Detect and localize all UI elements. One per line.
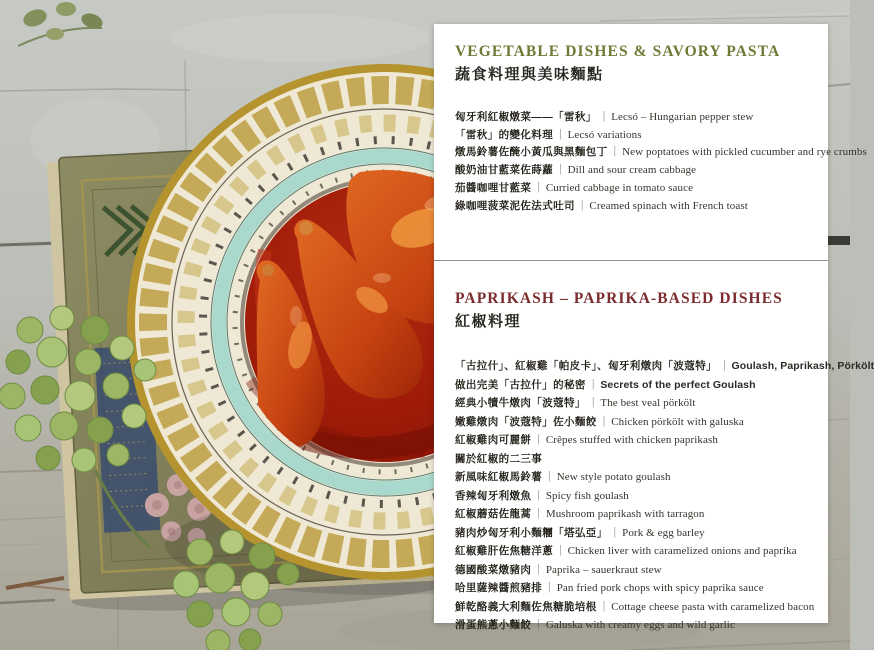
separator-bar: ｜ [544,471,555,483]
dish-name-zh: 茄醬咖哩甘藍菜 [455,181,532,194]
section-title-paprikash: PAPRIKASH – PAPRIKA-BASED DISHES [455,290,783,307]
menu-item [455,579,810,598]
separator-bar: ｜ [555,545,566,557]
menu-item [455,542,810,561]
menu-section-paprikash [434,290,874,635]
dish-name-zh: 哈里薩辣醬煎豬排 [455,582,543,594]
separator-bar: ｜ [587,397,599,409]
menu-panel [434,24,874,631]
dish-name-zh: 紅椒雞肉可麗餅 [455,434,532,446]
dish-name-en: Mushroom paprikash with tarragon [545,508,705,520]
separator-bar: ｜ [555,164,566,177]
menu-item [455,561,810,580]
separator-bar: ｜ [598,600,610,613]
menu-item [455,144,867,162]
menu-items-paprikash [455,357,874,635]
menu-item [455,616,810,635]
separator-bar: ｜ [609,526,621,539]
dish-name-zh: 「古拉什」、紅椒雞「帕皮卡」、匈牙利燉肉「波蔻特」 [455,360,717,372]
dish-name-en: The best veal pörkölt [600,397,696,409]
dish-name-en: Chicken pörkölt with galuska [611,415,744,428]
dish-name-en: New style potato goulash [556,471,671,483]
section-title-vegetable: VEGETABLE DISHES & SAVORY PASTA [455,43,781,60]
dish-name-zh: 鮮乾酪義大利麵佐焦糖脆培根 [455,600,597,613]
section-subtitle-paprikash-zh: 紅椒料理 [455,313,522,330]
dish-name-zh: 滑蛋熊蔥小麵餃 [455,619,532,631]
dish-name-en: Cottage cheese pasta with caramelized bacon [611,600,815,613]
dish-name-zh: 做出完美「古拉什」的秘密 [455,378,586,391]
dish-name-zh: 新風味紅椒馬鈴薯 [455,471,543,483]
menu-item [455,598,815,617]
dish-name-en: Lecsó – Hungarian pepper stew [611,111,754,123]
menu-item [455,180,810,198]
menu-item [455,431,810,450]
separator-bar: ｜ [533,563,544,576]
dish-name-zh: 「雷秋」的變化料理 [455,128,554,141]
separator-bar: ｜ [576,199,588,212]
separator-bar: ｜ [719,360,730,372]
dish-name-zh: 紅椒蘑菇佐龍蒿 [455,508,532,520]
menu-item [455,357,874,376]
dish-name-zh: 燉馬鈴薯佐醃小黃瓜與黑麵包丁 [455,146,608,159]
dish-name-zh: 嫩雞燉肉「波蔻特」佐小麵餃 [455,415,597,428]
menu-item [455,162,810,180]
dish-name-en: Curried cabbage in tomato sauce [545,181,694,194]
dish-name-en: Paprika – sauerkraut stew [545,563,662,576]
dish-name-zh: 關於紅椒的二三事 [455,452,543,465]
dish-name-en: New poptatoes with pickled cucumber and rye crumbs [622,146,867,159]
dish-name-zh: 經典小犢牛燉肉「波蔻特」 [455,397,586,409]
separator-bar: ｜ [609,146,621,159]
menu-item [455,109,810,127]
dish-name-zh: 香辣匈牙利燉魚 [455,489,532,502]
menu-item [455,468,810,487]
menu-item [455,198,810,216]
dish-name-en: Goulash, Paprikash, Pörkölt [731,360,874,372]
dish-name-en: Chicken liver with caramelized onions and paprika [567,545,797,557]
separator-bar: ｜ [555,128,566,141]
dish-name-en: Secrets of the perfect Goulash [600,378,756,391]
separator-bar: ｜ [587,378,599,391]
dish-name-en: Galuska with creamy eggs and wild garlic [545,619,735,631]
separator-bar: ｜ [533,181,544,194]
menu-section-vegetable [434,43,867,260]
separator-bar: ｜ [598,415,610,428]
menu-item [455,127,810,145]
dish-name-zh: 酸奶油甘藍菜佐蒔蘿 [455,164,554,177]
menu-items-vegetable [455,109,867,215]
menu-item [455,413,810,432]
dish-name-en: Crêpes stuffed with chicken paprikash [545,434,718,446]
dish-name-zh: 綠咖哩菠菜泥佐法式吐司 [455,199,575,212]
section-divider [434,260,828,261]
dish-name-en: Spicy fish goulash [545,489,629,502]
dish-name-zh: 豬肉炒匈牙利小麵糰「塔弘亞」 [455,526,608,539]
separator-bar: ｜ [598,111,610,123]
dish-name-zh: 紅椒雞肝佐焦糖洋蔥 [455,545,554,557]
separator-bar: ｜ [533,508,544,520]
menu-item [455,487,810,506]
separator-bar: ｜ [533,619,544,631]
dish-name-en: Pork & egg barley [622,526,705,539]
menu-item [455,376,810,395]
section-subtitle-vegetable-zh: 蔬食料理與美味麵點 [455,66,604,83]
menu-item [455,505,810,524]
separator-bar: ｜ [544,582,555,594]
dish-name-en: Dill and sour cream cabbage [567,164,697,177]
separator-bar: ｜ [533,434,544,446]
menu-item [455,524,810,543]
menu-item [455,394,810,413]
separator-bar: ｜ [533,489,544,502]
menu-item [455,450,810,469]
dish-name-zh: 匈牙利紅椒燉菜——「雷秋」 [455,111,597,123]
dish-name-en: Creamed spinach with French toast [589,199,748,212]
dish-name-en: Lecsó variations [567,128,642,141]
dish-name-zh: 德國酸菜燉豬肉 [455,563,532,576]
dish-name-en: Pan fried pork chops with spicy paprika sauce [556,582,764,594]
